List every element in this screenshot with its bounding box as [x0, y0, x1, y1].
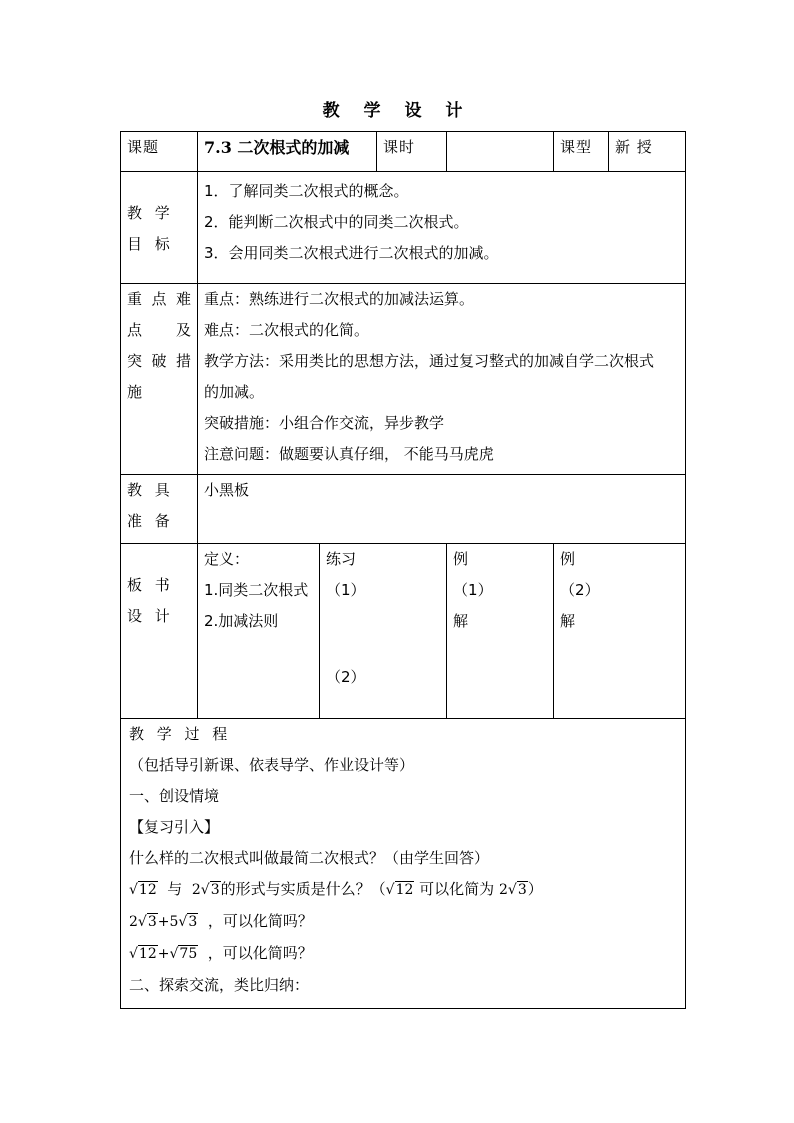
- question-4: √12+√75 ，可以化简吗？: [129, 944, 313, 962]
- board-row: [121, 544, 686, 719]
- board-col-definition: 定义： 1.同类二次根式 2.加减法则: [198, 544, 320, 719]
- tools-value: 小黑板: [198, 475, 686, 544]
- process-content: [121, 719, 686, 1009]
- question-1: 什么样的二次根式叫做最简二次根式？（由学生回答）: [129, 849, 490, 867]
- board-label: 板 书 设 计: [121, 544, 198, 719]
- key-points-label: 重 点 难 点 及 突 破 措 施: [121, 284, 198, 475]
- tools-row: [121, 475, 686, 544]
- goal-item: 1．了解同类二次根式的概念。: [204, 182, 409, 200]
- board-col-practice: 练习 （1） （2）: [320, 544, 447, 719]
- goal-item: 2．能判断二次根式中的同类二次根式。: [204, 213, 469, 231]
- process-row: [121, 719, 686, 1009]
- topic-label: 课题: [121, 132, 198, 172]
- board-col-example1: 例 （1） 解: [447, 544, 554, 719]
- hours-value: [447, 132, 554, 172]
- review-heading: 【复习引入】: [129, 818, 220, 836]
- type-value: 新 授: [609, 132, 686, 172]
- process-heading: 教 学 过 程: [129, 725, 232, 743]
- hours-label: 课时: [377, 132, 447, 172]
- question-2: √12 与 2√3的形式与实质是什么？（√12 可以化简为 2√3）: [129, 880, 543, 898]
- goals-label: 教 学 目 标: [121, 172, 198, 284]
- board-col-example2: 例 （2） 解: [554, 544, 686, 719]
- key-points-content: 重点：熟练进行二次根式的加减法运算。 难点：二次根式的化简。 教学方法：采用类比的思想方法，通过复习整式的加减自学二次根式 的加减。 突破措施：小组合作交流，异步教学 注意问题：做题要认真仔细， 不能马马虎虎: [198, 284, 686, 475]
- goal-item: 3．会用同类二次根式进行二次根式的加减。: [204, 244, 499, 262]
- goals-content: [198, 172, 686, 284]
- section-2: 二、探索交流，类比归纳：: [129, 976, 310, 994]
- key-points-row: [121, 284, 686, 475]
- goals-row: [121, 172, 686, 284]
- tools-label: 教 具 准 备: [121, 475, 198, 544]
- process-subheading: （包括导引新课、依表导学、作业设计等）: [129, 756, 415, 774]
- lesson-plan-table: [120, 131, 686, 1009]
- type-label: 课型: [554, 132, 609, 172]
- topic-value: 7.3 二次根式的加减: [198, 132, 377, 172]
- page-title: 教 学 设 计: [322, 101, 472, 121]
- section-1: 一、创设情境: [129, 787, 220, 805]
- header-row: [121, 132, 686, 172]
- question-3: 2√3+5√3 ，可以化简吗？: [129, 912, 313, 930]
